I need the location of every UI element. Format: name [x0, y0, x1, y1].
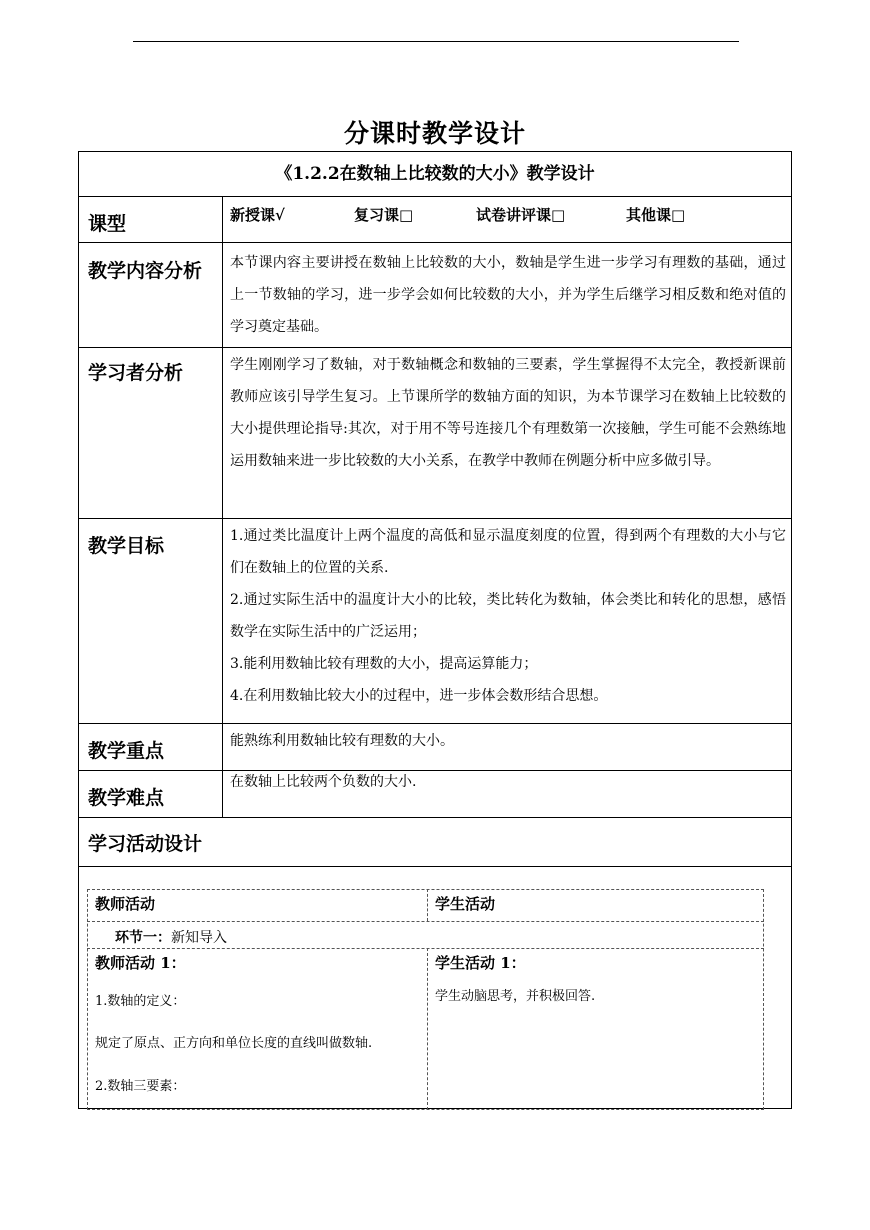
course-type-label: 课型 [88, 213, 127, 235]
student-activity-title: 学生活动 1： [435, 954, 526, 972]
learner-analysis-label: 学习者分析 [88, 362, 184, 384]
content-analysis-text: 本节课内容主要讲授在数轴上比较数的大小，数轴是学生进一步学习有理数的基础，通过上一节数轴的学习，进一步学会如何比较数的大小，并为学生后继学习相反数和绝对值的学习奠定基础。 [230, 255, 786, 335]
course-type-new: 新授课√ [230, 206, 285, 224]
teacher-activity-line: 1.数轴的定义： [95, 994, 186, 1009]
stage-row [115, 927, 227, 947]
difficulty-text: 在数轴上比较两个负数的大小. [230, 774, 417, 790]
student-activity-text: 学生动脑思考，并积极回答. [435, 989, 596, 1004]
objective-item: 2.通过实际生活中的温度计大小的比较，类比转化为数轴，体会类比和转化的思想，感悟数学在实际生活中的广泛运用； [230, 592, 786, 640]
column-divider [222, 196, 223, 817]
teacher-activity-line: 2.数轴三要素： [95, 1079, 186, 1094]
key-point-label: 教学重点 [88, 740, 165, 762]
objective-item: 1.通过类比温度计上两个温度的高低和显示温度刻度的位置，得到两个有理数的大小与它们在数轴上的位置的关系. [230, 528, 786, 576]
difficulty-label: 教学难点 [88, 787, 165, 809]
objective-item: 4.在利用数轴比较大小的过程中，进一步体会数形结合思想。 [230, 688, 608, 704]
key-point-text: 能熟练利用数轴比较有理数的大小。 [230, 733, 454, 749]
table-rule [78, 817, 792, 818]
lesson-title: 《1.2.2在数轴上比较数的大小》教学设计 [275, 164, 595, 184]
teacher-activity-header: 教师活动 [95, 895, 156, 913]
course-type-other: 其他课□ [626, 206, 686, 224]
activity-table [87, 889, 764, 1110]
table-rule [78, 518, 792, 519]
page-title: 分课时教学设计 [343, 119, 526, 148]
table-rule [78, 196, 792, 197]
table-rule [78, 347, 792, 348]
objectives-label: 教学目标 [88, 535, 165, 557]
table-rule [78, 242, 792, 243]
learner-analysis-text: 学生刚刚学习了数轴，对于数轴概念和数轴的三要素，学生掌握得不太完全，教授新课前教师应该引导学生复习。上节课所学的数轴方面的知识，为本节课学习在数轴上比较数的大小提供理论指导:其次，对于用不等号连接几个有理数第一次接触，学生可能不会熟练地运用数轴来进一步比较数的大小关系，在教学中教师在例题分析中应多做引导。 [230, 357, 786, 469]
activity-rule [87, 948, 764, 949]
teacher-activity-title: 教师活动 1： [95, 954, 186, 972]
student-activity-header: 学生活动 [435, 895, 496, 913]
content-analysis-label: 教学内容分析 [88, 260, 203, 282]
stage-name: 新知导入 [171, 930, 227, 946]
table-rule [78, 723, 792, 724]
teacher-activity-line: 规定了原点、正方向和单位长度的直线叫做数轴. [95, 1036, 373, 1051]
objective-item: 3.能利用数轴比较有理数的大小，提高运算能力； [230, 656, 538, 672]
stage-label: 环节一： [115, 930, 171, 946]
header-rule [133, 41, 739, 42]
activity-rule [87, 921, 764, 922]
activity-divider [427, 889, 428, 921]
activity-design-label: 学习活动设计 [88, 833, 203, 855]
objectives-list [230, 520, 786, 712]
course-type-review: 复习课□ [354, 206, 414, 224]
table-rule [78, 866, 792, 867]
course-type-exam-review: 试卷讲评课□ [476, 206, 566, 224]
activity-divider [427, 948, 428, 1110]
